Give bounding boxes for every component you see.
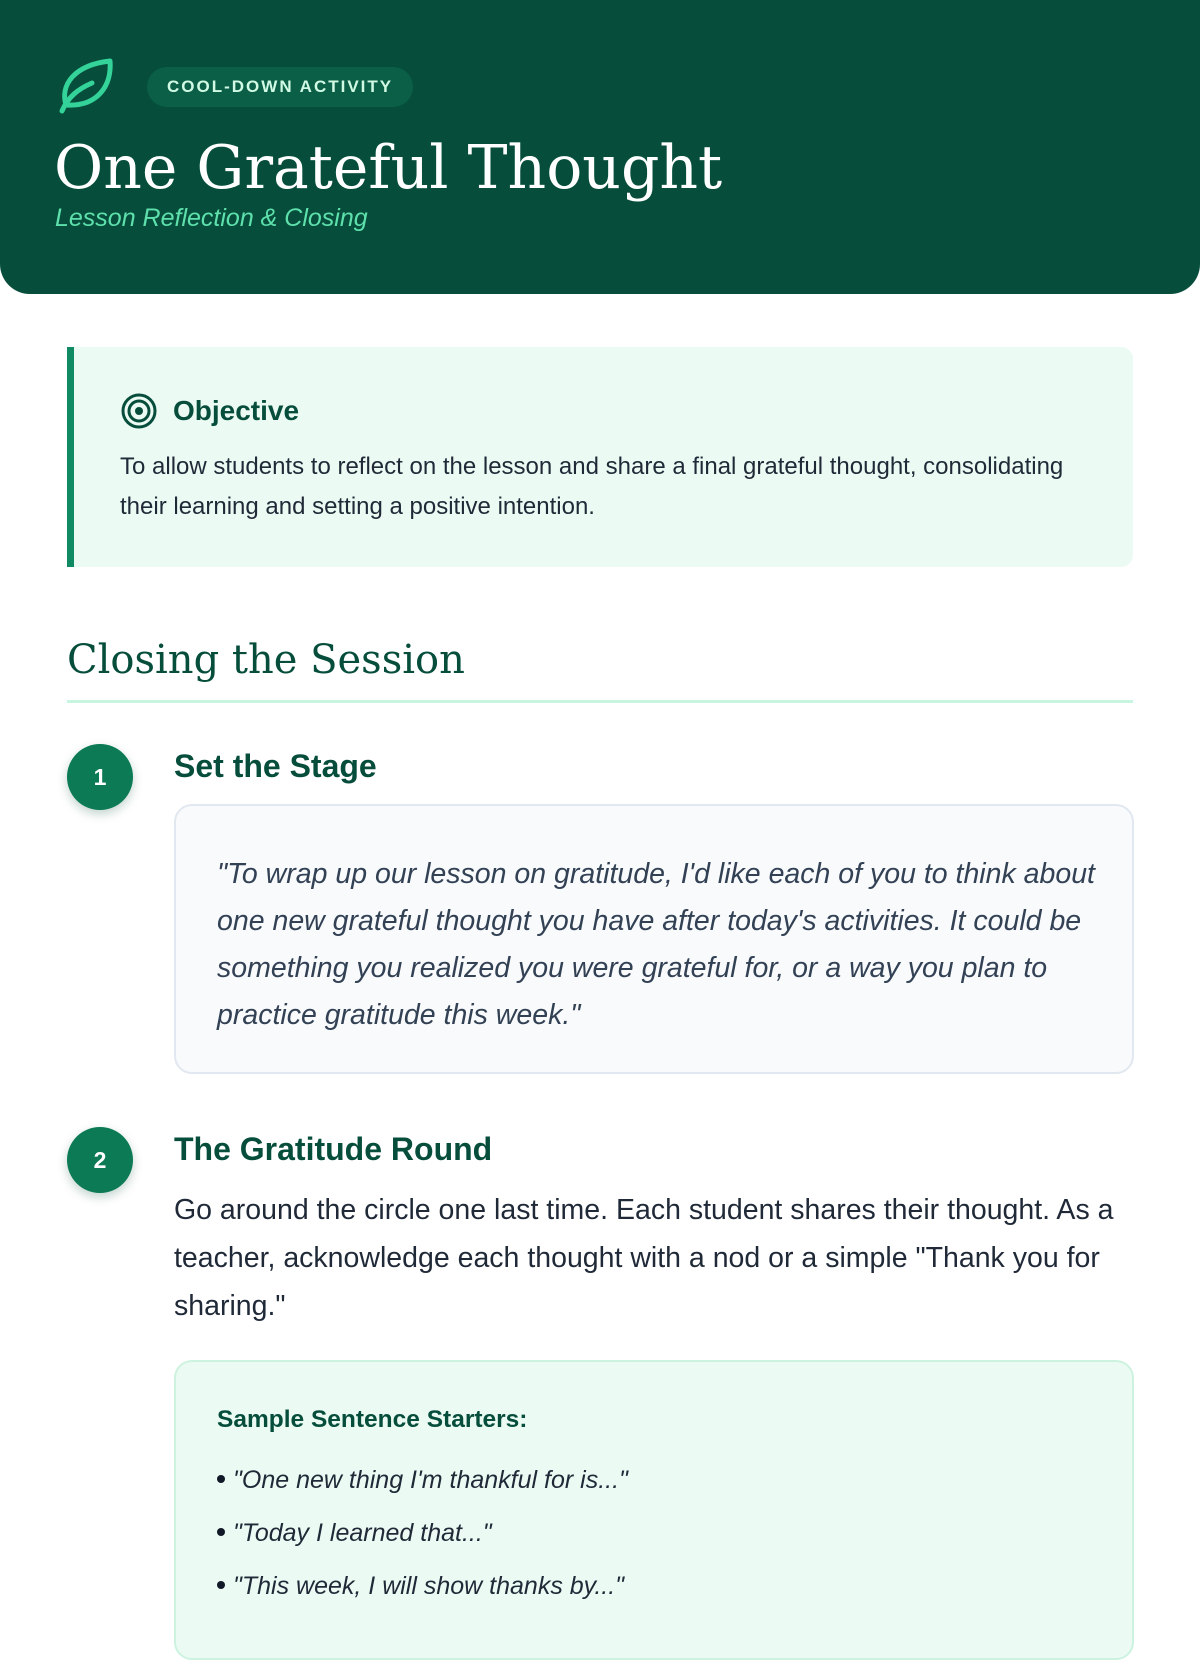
bullet-icon	[217, 1581, 225, 1589]
starter-text: "Today I learned that..."	[233, 1519, 492, 1547]
step-title-2: The Gratitude Round	[174, 1131, 493, 1167]
teacher-script-quote	[174, 804, 1134, 1074]
starters-heading: Sample Sentence Starters:	[217, 1406, 528, 1433]
step-number-2: 2	[67, 1127, 133, 1193]
bullet-icon	[217, 1475, 225, 1483]
bullet-icon	[217, 1528, 225, 1536]
leaf-icon	[54, 55, 116, 117]
page-subtitle: Lesson Reflection & Closing	[55, 204, 368, 232]
step-number-1: 1	[67, 744, 133, 810]
objective-text: To allow students to reflect on the lesson and share a final grateful thought, consolidating their learning and setting a positive intention.	[120, 453, 1064, 520]
objective-heading: Objective	[173, 395, 300, 426]
objective-card	[67, 347, 1133, 567]
list-item	[217, 1454, 628, 1507]
starters-list	[217, 1454, 628, 1613]
page-title: One Grateful Thought	[54, 133, 723, 203]
activity-badge: COOL-DOWN ACTIVITY	[147, 67, 413, 107]
quote-text: "To wrap up our lesson on gratitude, I'd like each of you to think about one new grateful thought you have after today's activities. It could be something you realized you were grateful for, or a way you plan to practice gratitude this week."	[217, 858, 1095, 1031]
sentence-starters-card	[174, 1360, 1134, 1660]
section-divider	[67, 700, 1133, 703]
list-item	[217, 1560, 628, 1613]
target-icon	[120, 392, 158, 430]
step-description: Go around the circle one last time. Each student shares their thought. As a teacher, acknowledge each thought with a nod or a simple "Thank you for sharing."	[174, 1194, 1114, 1322]
section-title: Closing the Session	[67, 637, 465, 683]
list-item	[217, 1507, 628, 1560]
header-banner	[0, 0, 1200, 294]
step-title-1: Set the Stage	[174, 748, 377, 784]
starter-text: "This week, I will show thanks by..."	[233, 1572, 625, 1600]
starter-text: "One new thing I'm thankful for is..."	[233, 1466, 628, 1494]
